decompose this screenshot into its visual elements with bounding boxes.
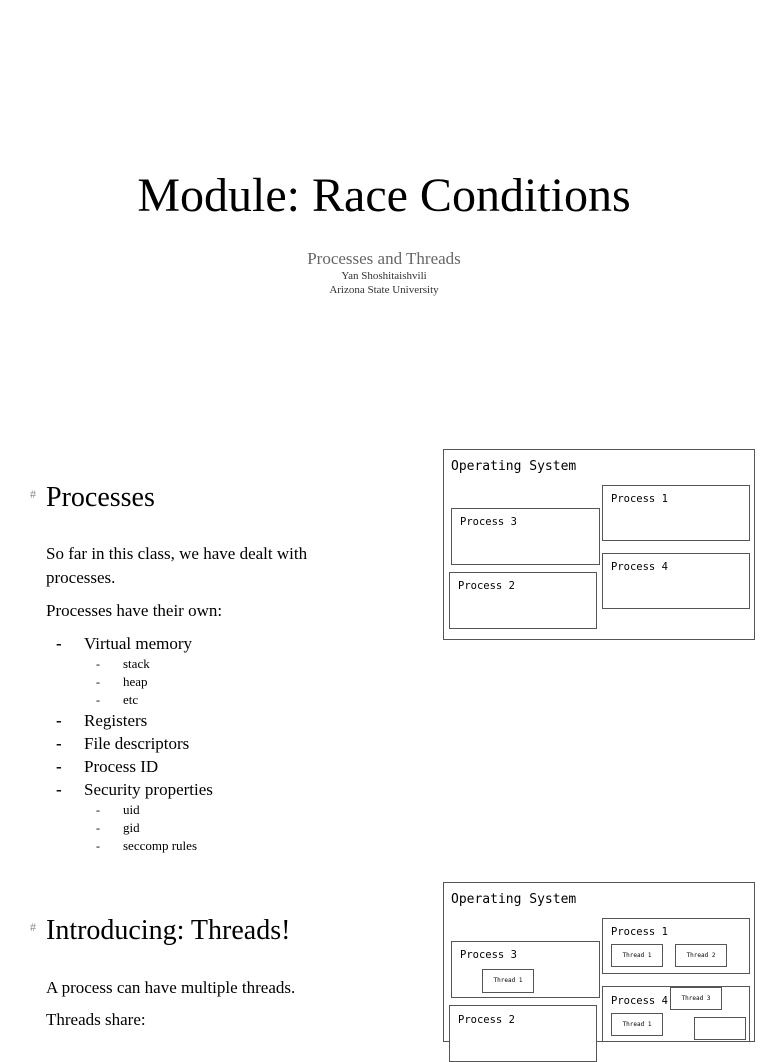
heading-anchor-marker: # [30, 487, 36, 501]
process-box [602, 485, 750, 541]
process-box [602, 553, 750, 609]
module-subtitle: Processes and Threads [307, 249, 461, 268]
thread-box: Thread 3 [670, 987, 722, 1010]
bullet-security-properties: Security properties [84, 780, 213, 799]
module-title: Module: Race Conditions [137, 169, 631, 222]
process-box [602, 918, 750, 974]
os-label: Operating System [451, 892, 577, 907]
bullet-process-id: Process ID [84, 757, 159, 776]
heading-anchor-marker: # [30, 920, 36, 934]
threads-intro-text: A process can have multiple threads. [46, 978, 296, 997]
author-institution: Arizona State University [329, 284, 439, 296]
list-item [46, 632, 406, 709]
bullet-virtual-memory: Virtual memory [84, 634, 193, 653]
process-label: Process 4 [611, 995, 668, 1007]
bullet-registers: Registers [84, 711, 148, 730]
list-item [46, 778, 406, 855]
list-item: - gid [84, 819, 406, 837]
process-box [449, 572, 597, 629]
process-box [602, 986, 750, 1042]
process-label: Process 2 [458, 1014, 515, 1026]
os-diagram-threads [443, 882, 755, 1042]
thread-box: Thread 1 [611, 1013, 663, 1036]
process-label: Process 1 [611, 926, 668, 938]
thread-box: Thread 1 [482, 969, 534, 993]
process-label: Process 3 [460, 516, 517, 528]
os-label: Operating System [451, 459, 577, 474]
list-item: - stack [84, 655, 406, 673]
process-box [451, 941, 600, 998]
list-item [46, 755, 406, 778]
processes-intro-text: So far in this class, we have dealt with processes. [46, 544, 308, 587]
processes-heading: Processes [46, 482, 155, 513]
bullet-file-descriptors: File descriptors [84, 734, 190, 753]
list-item: - seccomp rules [84, 837, 406, 855]
list-item: - heap [84, 673, 406, 691]
process-resources-list [46, 632, 406, 855]
process-label: Process 3 [460, 949, 517, 961]
process-box [449, 1005, 597, 1062]
threads-share-text: Threads share: [46, 1010, 146, 1029]
thread-box: Thread 2 [675, 944, 727, 967]
list-item: - uid [84, 801, 406, 819]
thread-box [694, 1017, 746, 1040]
os-diagram-processes [443, 449, 755, 640]
list-item: - etc [84, 691, 406, 709]
list-item [46, 732, 406, 755]
thread-box: Thread 1 [611, 944, 663, 967]
process-label: Process 4 [611, 561, 668, 573]
process-label: Process 2 [458, 580, 515, 592]
process-label: Process 1 [611, 493, 668, 505]
author-name: Yan Shoshitaishvili [341, 270, 427, 282]
list-item [46, 709, 406, 732]
processes-own-text: Processes have their own: [46, 601, 223, 620]
author-block [0, 269, 768, 297]
threads-heading: Introducing: Threads! [46, 915, 291, 946]
process-box [451, 508, 600, 565]
